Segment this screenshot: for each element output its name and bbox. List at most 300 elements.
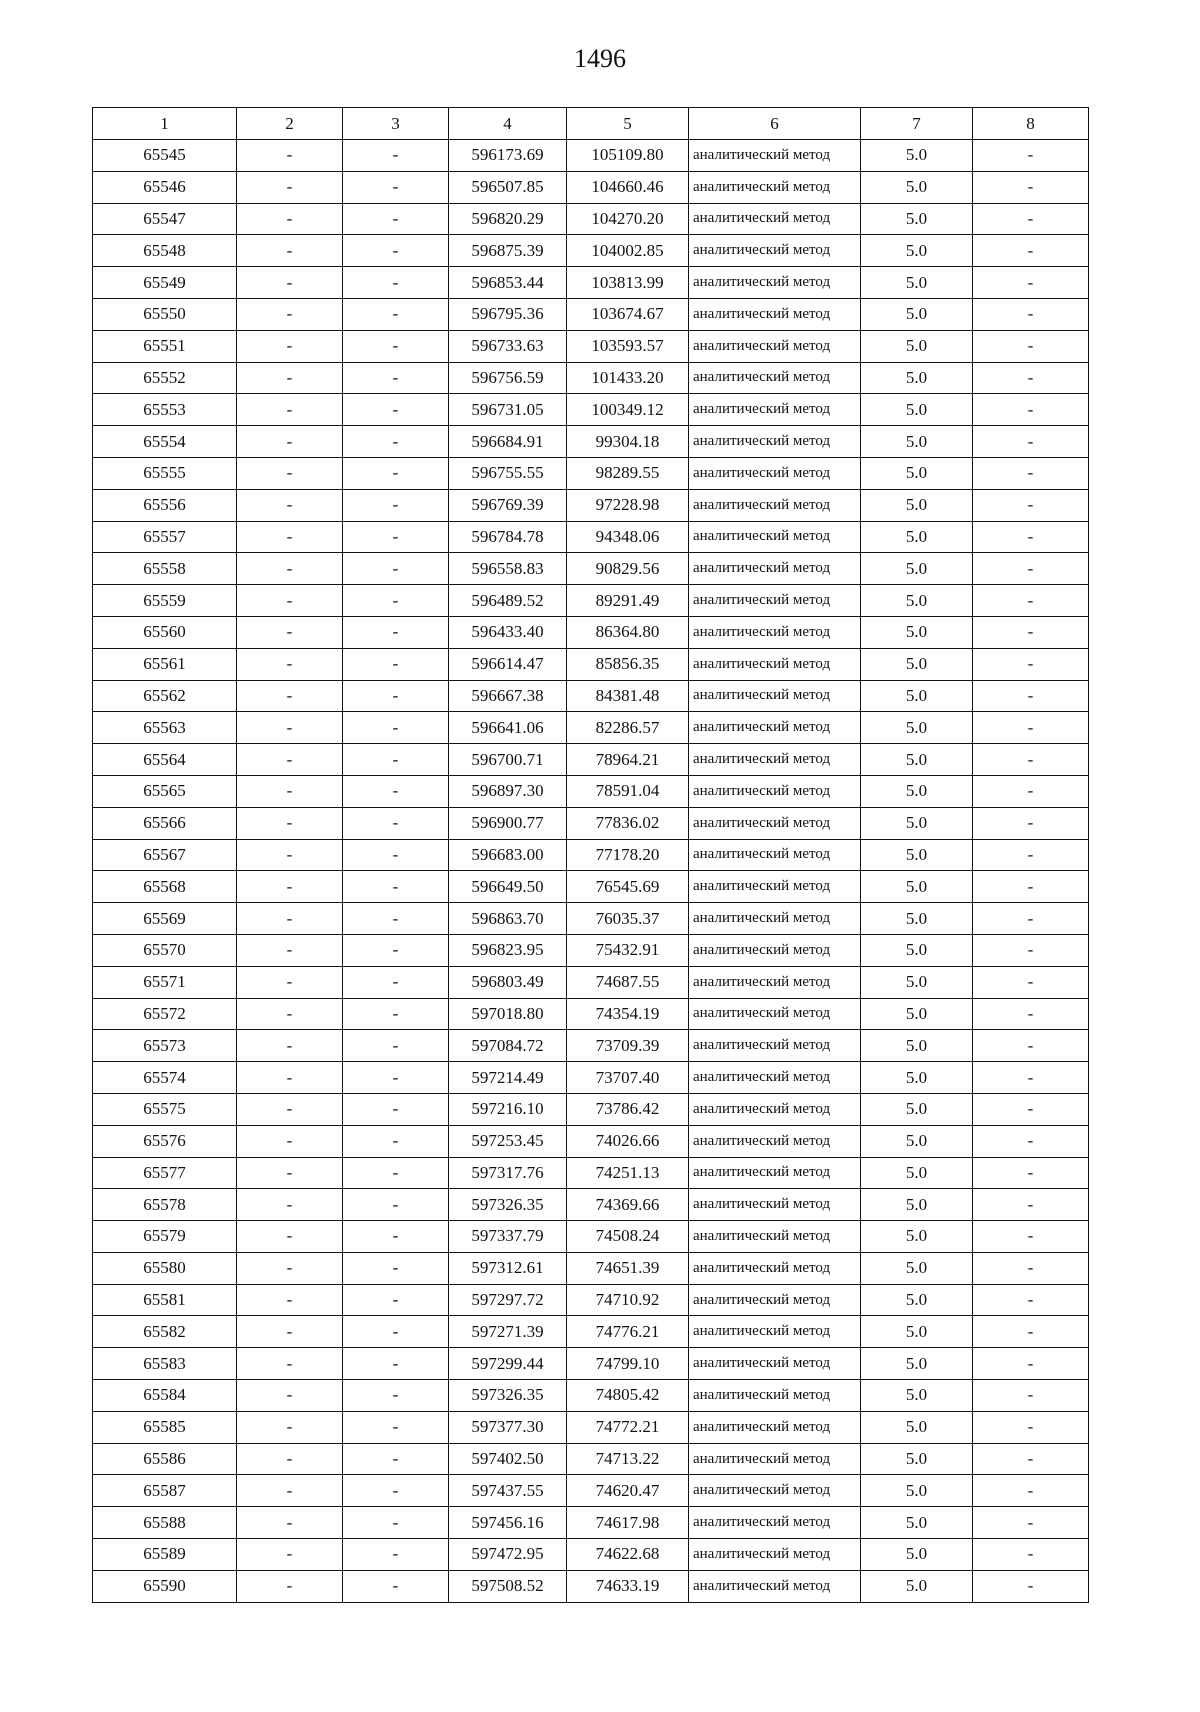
- column-header-3: 3: [343, 108, 449, 140]
- col3-value-cell: -: [343, 744, 449, 776]
- accuracy-cell: 5.0: [861, 1348, 973, 1380]
- point-number-cell: 65582: [93, 1316, 237, 1348]
- accuracy-cell: 5.0: [861, 394, 973, 426]
- table-row: [93, 1284, 1089, 1316]
- x-coordinate-cell: 596641.06: [449, 712, 567, 744]
- y-coordinate-cell: 90829.56: [567, 553, 689, 585]
- x-coordinate-cell: 597377.30: [449, 1411, 567, 1443]
- method-cell: аналитический метод: [689, 744, 861, 776]
- method-cell: аналитический метод: [689, 1284, 861, 1316]
- col2-value-cell: -: [237, 171, 343, 203]
- col3-value-cell: -: [343, 267, 449, 299]
- x-coordinate-cell: 597337.79: [449, 1221, 567, 1253]
- accuracy-cell: 5.0: [861, 1443, 973, 1475]
- col3-value-cell: -: [343, 934, 449, 966]
- col8-value-cell: -: [973, 966, 1089, 998]
- col3-value-cell: -: [343, 648, 449, 680]
- col8-value-cell: -: [973, 712, 1089, 744]
- accuracy-cell: 5.0: [861, 235, 973, 267]
- accuracy-cell: 5.0: [861, 1539, 973, 1571]
- method-cell: аналитический метод: [689, 648, 861, 680]
- col3-value-cell: -: [343, 203, 449, 235]
- y-coordinate-cell: 98289.55: [567, 457, 689, 489]
- point-number-cell: 65586: [93, 1443, 237, 1475]
- accuracy-cell: 5.0: [861, 775, 973, 807]
- method-cell: аналитический метод: [689, 903, 861, 935]
- x-coordinate-cell: 596684.91: [449, 426, 567, 458]
- x-coordinate-cell: 596507.85: [449, 171, 567, 203]
- method-cell: аналитический метод: [689, 553, 861, 585]
- col8-value-cell: -: [973, 489, 1089, 521]
- col2-value-cell: -: [237, 426, 343, 458]
- col3-value-cell: -: [343, 871, 449, 903]
- col8-value-cell: -: [973, 1093, 1089, 1125]
- table-row: [93, 585, 1089, 617]
- col8-value-cell: -: [973, 903, 1089, 935]
- col3-value-cell: -: [343, 1539, 449, 1571]
- col3-value-cell: -: [343, 553, 449, 585]
- method-cell: аналитический метод: [689, 1443, 861, 1475]
- method-cell: аналитический метод: [689, 1252, 861, 1284]
- method-cell: аналитический метод: [689, 362, 861, 394]
- y-coordinate-cell: 74805.42: [567, 1380, 689, 1412]
- col3-value-cell: -: [343, 1030, 449, 1062]
- col8-value-cell: -: [973, 457, 1089, 489]
- accuracy-cell: 5.0: [861, 1157, 973, 1189]
- column-header-6: 6: [689, 108, 861, 140]
- accuracy-cell: 5.0: [861, 362, 973, 394]
- method-cell: аналитический метод: [689, 140, 861, 172]
- accuracy-cell: 5.0: [861, 1093, 973, 1125]
- y-coordinate-cell: 75432.91: [567, 934, 689, 966]
- point-number-cell: 65570: [93, 934, 237, 966]
- x-coordinate-cell: 597297.72: [449, 1284, 567, 1316]
- table-row: [93, 1189, 1089, 1221]
- table-row: [93, 807, 1089, 839]
- accuracy-cell: 5.0: [861, 1316, 973, 1348]
- x-coordinate-cell: 597312.61: [449, 1252, 567, 1284]
- table-row: [93, 1316, 1089, 1348]
- accuracy-cell: 5.0: [861, 457, 973, 489]
- x-coordinate-cell: 597018.80: [449, 998, 567, 1030]
- col3-value-cell: -: [343, 1411, 449, 1443]
- col3-value-cell: -: [343, 1316, 449, 1348]
- method-cell: аналитический метод: [689, 998, 861, 1030]
- point-number-cell: 65579: [93, 1221, 237, 1253]
- y-coordinate-cell: 74251.13: [567, 1157, 689, 1189]
- method-cell: аналитический метод: [689, 1475, 861, 1507]
- col8-value-cell: -: [973, 1411, 1089, 1443]
- method-cell: аналитический метод: [689, 1125, 861, 1157]
- table-row: [93, 871, 1089, 903]
- accuracy-cell: 5.0: [861, 712, 973, 744]
- method-cell: аналитический метод: [689, 807, 861, 839]
- x-coordinate-cell: 596667.38: [449, 680, 567, 712]
- col2-value-cell: -: [237, 1411, 343, 1443]
- table-row: [93, 998, 1089, 1030]
- table-row: [93, 140, 1089, 172]
- col3-value-cell: -: [343, 839, 449, 871]
- col3-value-cell: -: [343, 394, 449, 426]
- col2-value-cell: -: [237, 871, 343, 903]
- col3-value-cell: -: [343, 585, 449, 617]
- col2-value-cell: -: [237, 775, 343, 807]
- x-coordinate-cell: 596614.47: [449, 648, 567, 680]
- accuracy-cell: 5.0: [861, 521, 973, 553]
- col8-value-cell: -: [973, 1475, 1089, 1507]
- table-row: [93, 1411, 1089, 1443]
- table-body: [93, 140, 1089, 1603]
- col2-value-cell: -: [237, 648, 343, 680]
- accuracy-cell: 5.0: [861, 903, 973, 935]
- method-cell: аналитический метод: [689, 489, 861, 521]
- point-number-cell: 65578: [93, 1189, 237, 1221]
- col3-value-cell: -: [343, 235, 449, 267]
- y-coordinate-cell: 104270.20: [567, 203, 689, 235]
- point-number-cell: 65573: [93, 1030, 237, 1062]
- col2-value-cell: -: [237, 1062, 343, 1094]
- x-coordinate-cell: 596558.83: [449, 553, 567, 585]
- col8-value-cell: -: [973, 267, 1089, 299]
- col8-value-cell: -: [973, 1125, 1089, 1157]
- x-coordinate-cell: 596683.00: [449, 839, 567, 871]
- method-cell: аналитический метод: [689, 1189, 861, 1221]
- col3-value-cell: -: [343, 1380, 449, 1412]
- method-cell: аналитический метод: [689, 1062, 861, 1094]
- table-row: [93, 1570, 1089, 1602]
- x-coordinate-cell: 597253.45: [449, 1125, 567, 1157]
- point-number-cell: 65572: [93, 998, 237, 1030]
- coordinates-table: [92, 107, 1089, 1603]
- x-coordinate-cell: 597084.72: [449, 1030, 567, 1062]
- x-coordinate-cell: 597317.76: [449, 1157, 567, 1189]
- table-row: [93, 426, 1089, 458]
- table-row: [93, 457, 1089, 489]
- table-row: [93, 394, 1089, 426]
- point-number-cell: 65584: [93, 1380, 237, 1412]
- column-header-7: 7: [861, 108, 973, 140]
- point-number-cell: 65549: [93, 267, 237, 299]
- col8-value-cell: -: [973, 426, 1089, 458]
- y-coordinate-cell: 74622.68: [567, 1539, 689, 1571]
- col2-value-cell: -: [237, 521, 343, 553]
- col8-value-cell: -: [973, 648, 1089, 680]
- table-row: [93, 171, 1089, 203]
- y-coordinate-cell: 103593.57: [567, 330, 689, 362]
- y-coordinate-cell: 78591.04: [567, 775, 689, 807]
- accuracy-cell: 5.0: [861, 1411, 973, 1443]
- accuracy-cell: 5.0: [861, 1475, 973, 1507]
- x-coordinate-cell: 596897.30: [449, 775, 567, 807]
- y-coordinate-cell: 82286.57: [567, 712, 689, 744]
- col2-value-cell: -: [237, 1030, 343, 1062]
- col8-value-cell: -: [973, 330, 1089, 362]
- col2-value-cell: -: [237, 330, 343, 362]
- y-coordinate-cell: 74354.19: [567, 998, 689, 1030]
- col8-value-cell: -: [973, 1507, 1089, 1539]
- col2-value-cell: -: [237, 1252, 343, 1284]
- x-coordinate-cell: 597456.16: [449, 1507, 567, 1539]
- point-number-cell: 65557: [93, 521, 237, 553]
- x-coordinate-cell: 596853.44: [449, 267, 567, 299]
- column-header-4: 4: [449, 108, 567, 140]
- accuracy-cell: 5.0: [861, 1380, 973, 1412]
- table-row: [93, 203, 1089, 235]
- col2-value-cell: -: [237, 553, 343, 585]
- table-row: [93, 1443, 1089, 1475]
- col8-value-cell: -: [973, 934, 1089, 966]
- y-coordinate-cell: 104002.85: [567, 235, 689, 267]
- point-number-cell: 65576: [93, 1125, 237, 1157]
- point-number-cell: 65561: [93, 648, 237, 680]
- col2-value-cell: -: [237, 235, 343, 267]
- col2-value-cell: -: [237, 1539, 343, 1571]
- point-number-cell: 65564: [93, 744, 237, 776]
- point-number-cell: 65548: [93, 235, 237, 267]
- point-number-cell: 65575: [93, 1093, 237, 1125]
- point-number-cell: 65577: [93, 1157, 237, 1189]
- y-coordinate-cell: 94348.06: [567, 521, 689, 553]
- col2-value-cell: -: [237, 680, 343, 712]
- col3-value-cell: -: [343, 1475, 449, 1507]
- point-number-cell: 65589: [93, 1539, 237, 1571]
- col8-value-cell: -: [973, 1316, 1089, 1348]
- accuracy-cell: 5.0: [861, 426, 973, 458]
- col2-value-cell: -: [237, 998, 343, 1030]
- y-coordinate-cell: 74710.92: [567, 1284, 689, 1316]
- col3-value-cell: -: [343, 362, 449, 394]
- method-cell: аналитический метод: [689, 1221, 861, 1253]
- table-row: [93, 903, 1089, 935]
- col3-value-cell: -: [343, 1093, 449, 1125]
- column-header-1: 1: [93, 108, 237, 140]
- table-row: [93, 680, 1089, 712]
- table-row: [93, 362, 1089, 394]
- method-cell: аналитический метод: [689, 616, 861, 648]
- col3-value-cell: -: [343, 1252, 449, 1284]
- col2-value-cell: -: [237, 1380, 343, 1412]
- col2-value-cell: -: [237, 394, 343, 426]
- table-row: [93, 298, 1089, 330]
- point-number-cell: 65590: [93, 1570, 237, 1602]
- accuracy-cell: 5.0: [861, 203, 973, 235]
- method-cell: аналитический метод: [689, 457, 861, 489]
- col8-value-cell: -: [973, 585, 1089, 617]
- col8-value-cell: -: [973, 839, 1089, 871]
- method-cell: аналитический метод: [689, 712, 861, 744]
- col2-value-cell: -: [237, 489, 343, 521]
- col8-value-cell: -: [973, 1539, 1089, 1571]
- x-coordinate-cell: 597508.52: [449, 1570, 567, 1602]
- page-number: 1496: [574, 44, 626, 73]
- col2-value-cell: -: [237, 1125, 343, 1157]
- col2-value-cell: -: [237, 616, 343, 648]
- table-row: [93, 235, 1089, 267]
- x-coordinate-cell: 597402.50: [449, 1443, 567, 1475]
- accuracy-cell: 5.0: [861, 267, 973, 299]
- point-number-cell: 65565: [93, 775, 237, 807]
- method-cell: аналитический метод: [689, 680, 861, 712]
- col2-value-cell: -: [237, 1189, 343, 1221]
- y-coordinate-cell: 99304.18: [567, 426, 689, 458]
- col2-value-cell: -: [237, 966, 343, 998]
- x-coordinate-cell: 596769.39: [449, 489, 567, 521]
- col3-value-cell: -: [343, 489, 449, 521]
- col3-value-cell: -: [343, 140, 449, 172]
- col2-value-cell: -: [237, 744, 343, 776]
- x-coordinate-cell: 597326.35: [449, 1380, 567, 1412]
- method-cell: аналитический метод: [689, 871, 861, 903]
- col8-value-cell: -: [973, 171, 1089, 203]
- y-coordinate-cell: 100349.12: [567, 394, 689, 426]
- col8-value-cell: -: [973, 744, 1089, 776]
- col2-value-cell: -: [237, 903, 343, 935]
- col2-value-cell: -: [237, 1570, 343, 1602]
- y-coordinate-cell: 105109.80: [567, 140, 689, 172]
- col8-value-cell: -: [973, 998, 1089, 1030]
- point-number-cell: 65554: [93, 426, 237, 458]
- col3-value-cell: -: [343, 1157, 449, 1189]
- col3-value-cell: -: [343, 1348, 449, 1380]
- col3-value-cell: -: [343, 521, 449, 553]
- method-cell: аналитический метод: [689, 966, 861, 998]
- point-number-cell: 65552: [93, 362, 237, 394]
- accuracy-cell: 5.0: [861, 585, 973, 617]
- accuracy-cell: 5.0: [861, 140, 973, 172]
- x-coordinate-cell: 596820.29: [449, 203, 567, 235]
- col2-value-cell: -: [237, 457, 343, 489]
- method-cell: аналитический метод: [689, 1348, 861, 1380]
- col8-value-cell: -: [973, 807, 1089, 839]
- y-coordinate-cell: 101433.20: [567, 362, 689, 394]
- col8-value-cell: -: [973, 1252, 1089, 1284]
- table-row: [93, 1093, 1089, 1125]
- method-cell: аналитический метод: [689, 394, 861, 426]
- col2-value-cell: -: [237, 140, 343, 172]
- method-cell: аналитический метод: [689, 585, 861, 617]
- table-row: [93, 616, 1089, 648]
- col8-value-cell: -: [973, 521, 1089, 553]
- accuracy-cell: 5.0: [861, 616, 973, 648]
- y-coordinate-cell: 74633.19: [567, 1570, 689, 1602]
- col2-value-cell: -: [237, 712, 343, 744]
- method-cell: аналитический метод: [689, 1380, 861, 1412]
- x-coordinate-cell: 596863.70: [449, 903, 567, 935]
- method-cell: аналитический метод: [689, 330, 861, 362]
- col8-value-cell: -: [973, 1380, 1089, 1412]
- accuracy-cell: 5.0: [861, 1062, 973, 1094]
- method-cell: аналитический метод: [689, 521, 861, 553]
- col8-value-cell: -: [973, 203, 1089, 235]
- col8-value-cell: -: [973, 298, 1089, 330]
- method-cell: аналитический метод: [689, 934, 861, 966]
- col8-value-cell: -: [973, 1221, 1089, 1253]
- point-number-cell: 65581: [93, 1284, 237, 1316]
- x-coordinate-cell: 596700.71: [449, 744, 567, 776]
- col8-value-cell: -: [973, 680, 1089, 712]
- y-coordinate-cell: 74508.24: [567, 1221, 689, 1253]
- y-coordinate-cell: 73707.40: [567, 1062, 689, 1094]
- col2-value-cell: -: [237, 203, 343, 235]
- point-number-cell: 65558: [93, 553, 237, 585]
- accuracy-cell: 5.0: [861, 489, 973, 521]
- col8-value-cell: -: [973, 140, 1089, 172]
- point-number-cell: 65562: [93, 680, 237, 712]
- x-coordinate-cell: 597214.49: [449, 1062, 567, 1094]
- col8-value-cell: -: [973, 1157, 1089, 1189]
- y-coordinate-cell: 74776.21: [567, 1316, 689, 1348]
- method-cell: аналитический метод: [689, 1411, 861, 1443]
- col8-value-cell: -: [973, 1189, 1089, 1221]
- col3-value-cell: -: [343, 1062, 449, 1094]
- y-coordinate-cell: 74620.47: [567, 1475, 689, 1507]
- point-number-cell: 65568: [93, 871, 237, 903]
- col8-value-cell: -: [973, 616, 1089, 648]
- col8-value-cell: -: [973, 1443, 1089, 1475]
- col8-value-cell: -: [973, 394, 1089, 426]
- col3-value-cell: -: [343, 998, 449, 1030]
- y-coordinate-cell: 103674.67: [567, 298, 689, 330]
- point-number-cell: 65550: [93, 298, 237, 330]
- accuracy-cell: 5.0: [861, 1507, 973, 1539]
- accuracy-cell: 5.0: [861, 553, 973, 585]
- col2-value-cell: -: [237, 298, 343, 330]
- table-row: [93, 839, 1089, 871]
- point-number-cell: 65553: [93, 394, 237, 426]
- point-number-cell: 65569: [93, 903, 237, 935]
- x-coordinate-cell: 597437.55: [449, 1475, 567, 1507]
- y-coordinate-cell: 74713.22: [567, 1443, 689, 1475]
- x-coordinate-cell: 596900.77: [449, 807, 567, 839]
- table-row: [93, 1475, 1089, 1507]
- col3-value-cell: -: [343, 712, 449, 744]
- y-coordinate-cell: 74026.66: [567, 1125, 689, 1157]
- point-number-cell: 65583: [93, 1348, 237, 1380]
- col8-value-cell: -: [973, 362, 1089, 394]
- point-number-cell: 65588: [93, 1507, 237, 1539]
- y-coordinate-cell: 78964.21: [567, 744, 689, 776]
- col2-value-cell: -: [237, 1348, 343, 1380]
- x-coordinate-cell: 596803.49: [449, 966, 567, 998]
- accuracy-cell: 5.0: [861, 1030, 973, 1062]
- table-row: [93, 489, 1089, 521]
- accuracy-cell: 5.0: [861, 871, 973, 903]
- x-coordinate-cell: 597326.35: [449, 1189, 567, 1221]
- y-coordinate-cell: 74617.98: [567, 1507, 689, 1539]
- table-row: [93, 1348, 1089, 1380]
- y-coordinate-cell: 86364.80: [567, 616, 689, 648]
- accuracy-cell: 5.0: [861, 1125, 973, 1157]
- method-cell: аналитический метод: [689, 267, 861, 299]
- col3-value-cell: -: [343, 1284, 449, 1316]
- accuracy-cell: 5.0: [861, 807, 973, 839]
- y-coordinate-cell: 74651.39: [567, 1252, 689, 1284]
- col2-value-cell: -: [237, 1157, 343, 1189]
- col8-value-cell: -: [973, 775, 1089, 807]
- table-row: [93, 1380, 1089, 1412]
- col3-value-cell: -: [343, 775, 449, 807]
- point-number-cell: 65574: [93, 1062, 237, 1094]
- x-coordinate-cell: 596173.69: [449, 140, 567, 172]
- table-row: [93, 1030, 1089, 1062]
- method-cell: аналитический метод: [689, 839, 861, 871]
- col8-value-cell: -: [973, 1570, 1089, 1602]
- x-coordinate-cell: 596731.05: [449, 394, 567, 426]
- accuracy-cell: 5.0: [861, 934, 973, 966]
- accuracy-cell: 5.0: [861, 330, 973, 362]
- col2-value-cell: -: [237, 807, 343, 839]
- y-coordinate-cell: 77836.02: [567, 807, 689, 839]
